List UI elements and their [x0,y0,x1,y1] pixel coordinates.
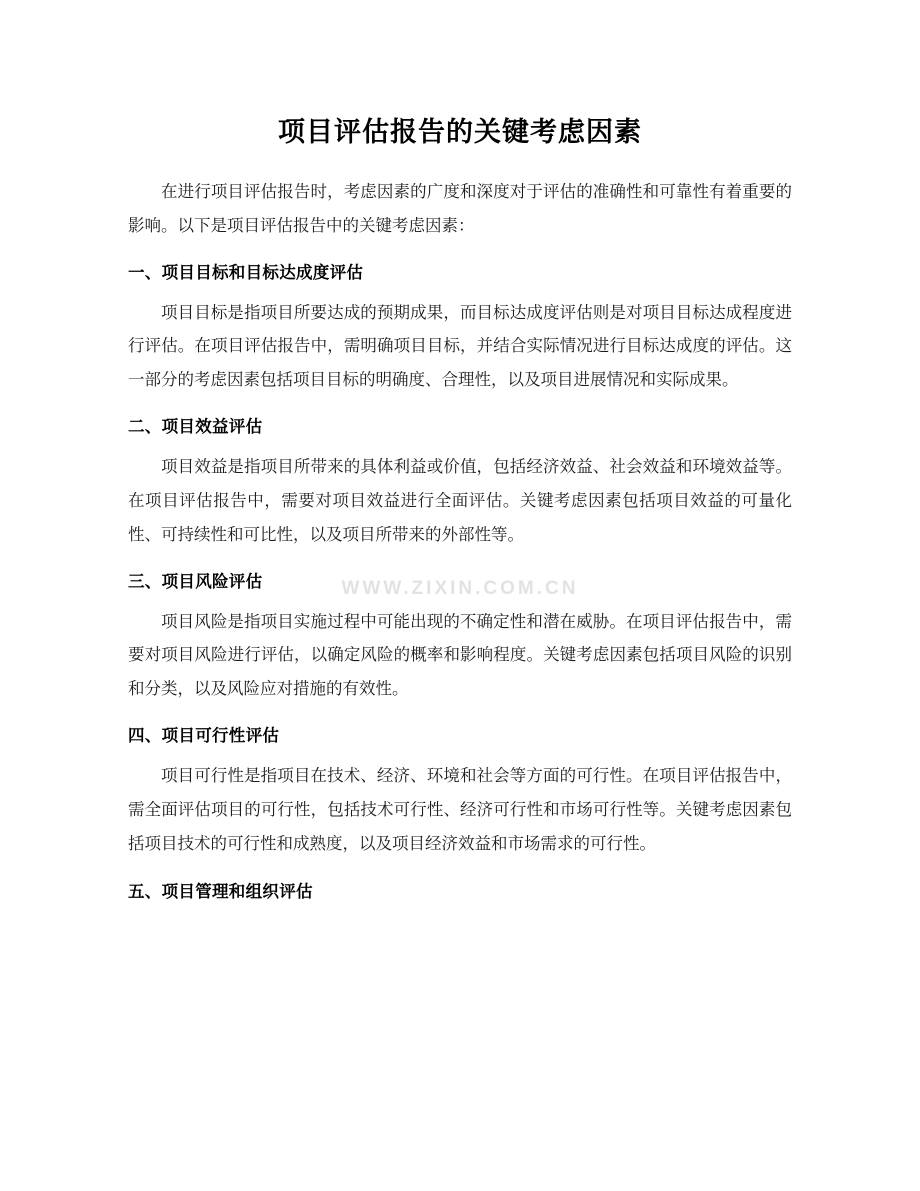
watermark: WWW.ZIXIN.COM.CN [341,578,579,599]
section-heading-2: 二、项目效益评估 [128,418,263,437]
page-title: 项目评估报告的关键考虑因素 [278,117,642,147]
paragraph-section-2: 项目效益是指项目所带来的具体利益或价值，包括经济效益、社会效益和环境效益等。在项目评估报告中，需要对项目效益进行全面评估。关键考虑因素包括项目效益的可量化性、可持续性和可比性，以及项目所带来的外部性等。 [128,457,792,544]
paragraph-section-3: 项目风险是指项目实施过程中可能出现的不确定性和潜在威胁。在项目评估报告中，需要对项目风险进行评估，以确定风险的概率和影响程度。关键考虑因素包括项目风险的识别和分类，以及风险应对措施的有效性。 [128,611,792,699]
section-heading-1: 一、项目目标和目标达成度评估 [128,263,364,282]
section-heading-4: 四、项目可行性评估 [128,726,280,745]
section-heading-5: 五、项目管理和组织评估 [128,883,313,902]
section-heading-3: 三、项目风险评估 [128,572,263,591]
paragraph-section-4: 项目可行性是指项目在技术、经济、环境和社会等方面的可行性。在项目评估报告中，需全面评估项目的可行性，包括技术可行性、经济可行性和市场可行性等。关键考虑因素包括项目技术的可行性和成熟度，以及项目经济效益和市场需求的可行性。 [128,765,792,853]
paragraph-intro: 在进行项目评估报告时，考虑因素的广度和深度对于评估的准确性和可靠性有着重要的影响。以下是项目评估报告中的关键考虑因素： [128,182,792,235]
paragraph-section-1: 项目目标是指项目所要达成的预期成果，而目标达成度评估则是对项目目标达成程度进行评估。在项目评估报告中，需明确项目目标，并结合实际情况进行目标达成度的评估。这一部分的考虑因素包括项目目标的明确度、合理性，以及项目进展情况和实际成果。 [128,302,792,390]
